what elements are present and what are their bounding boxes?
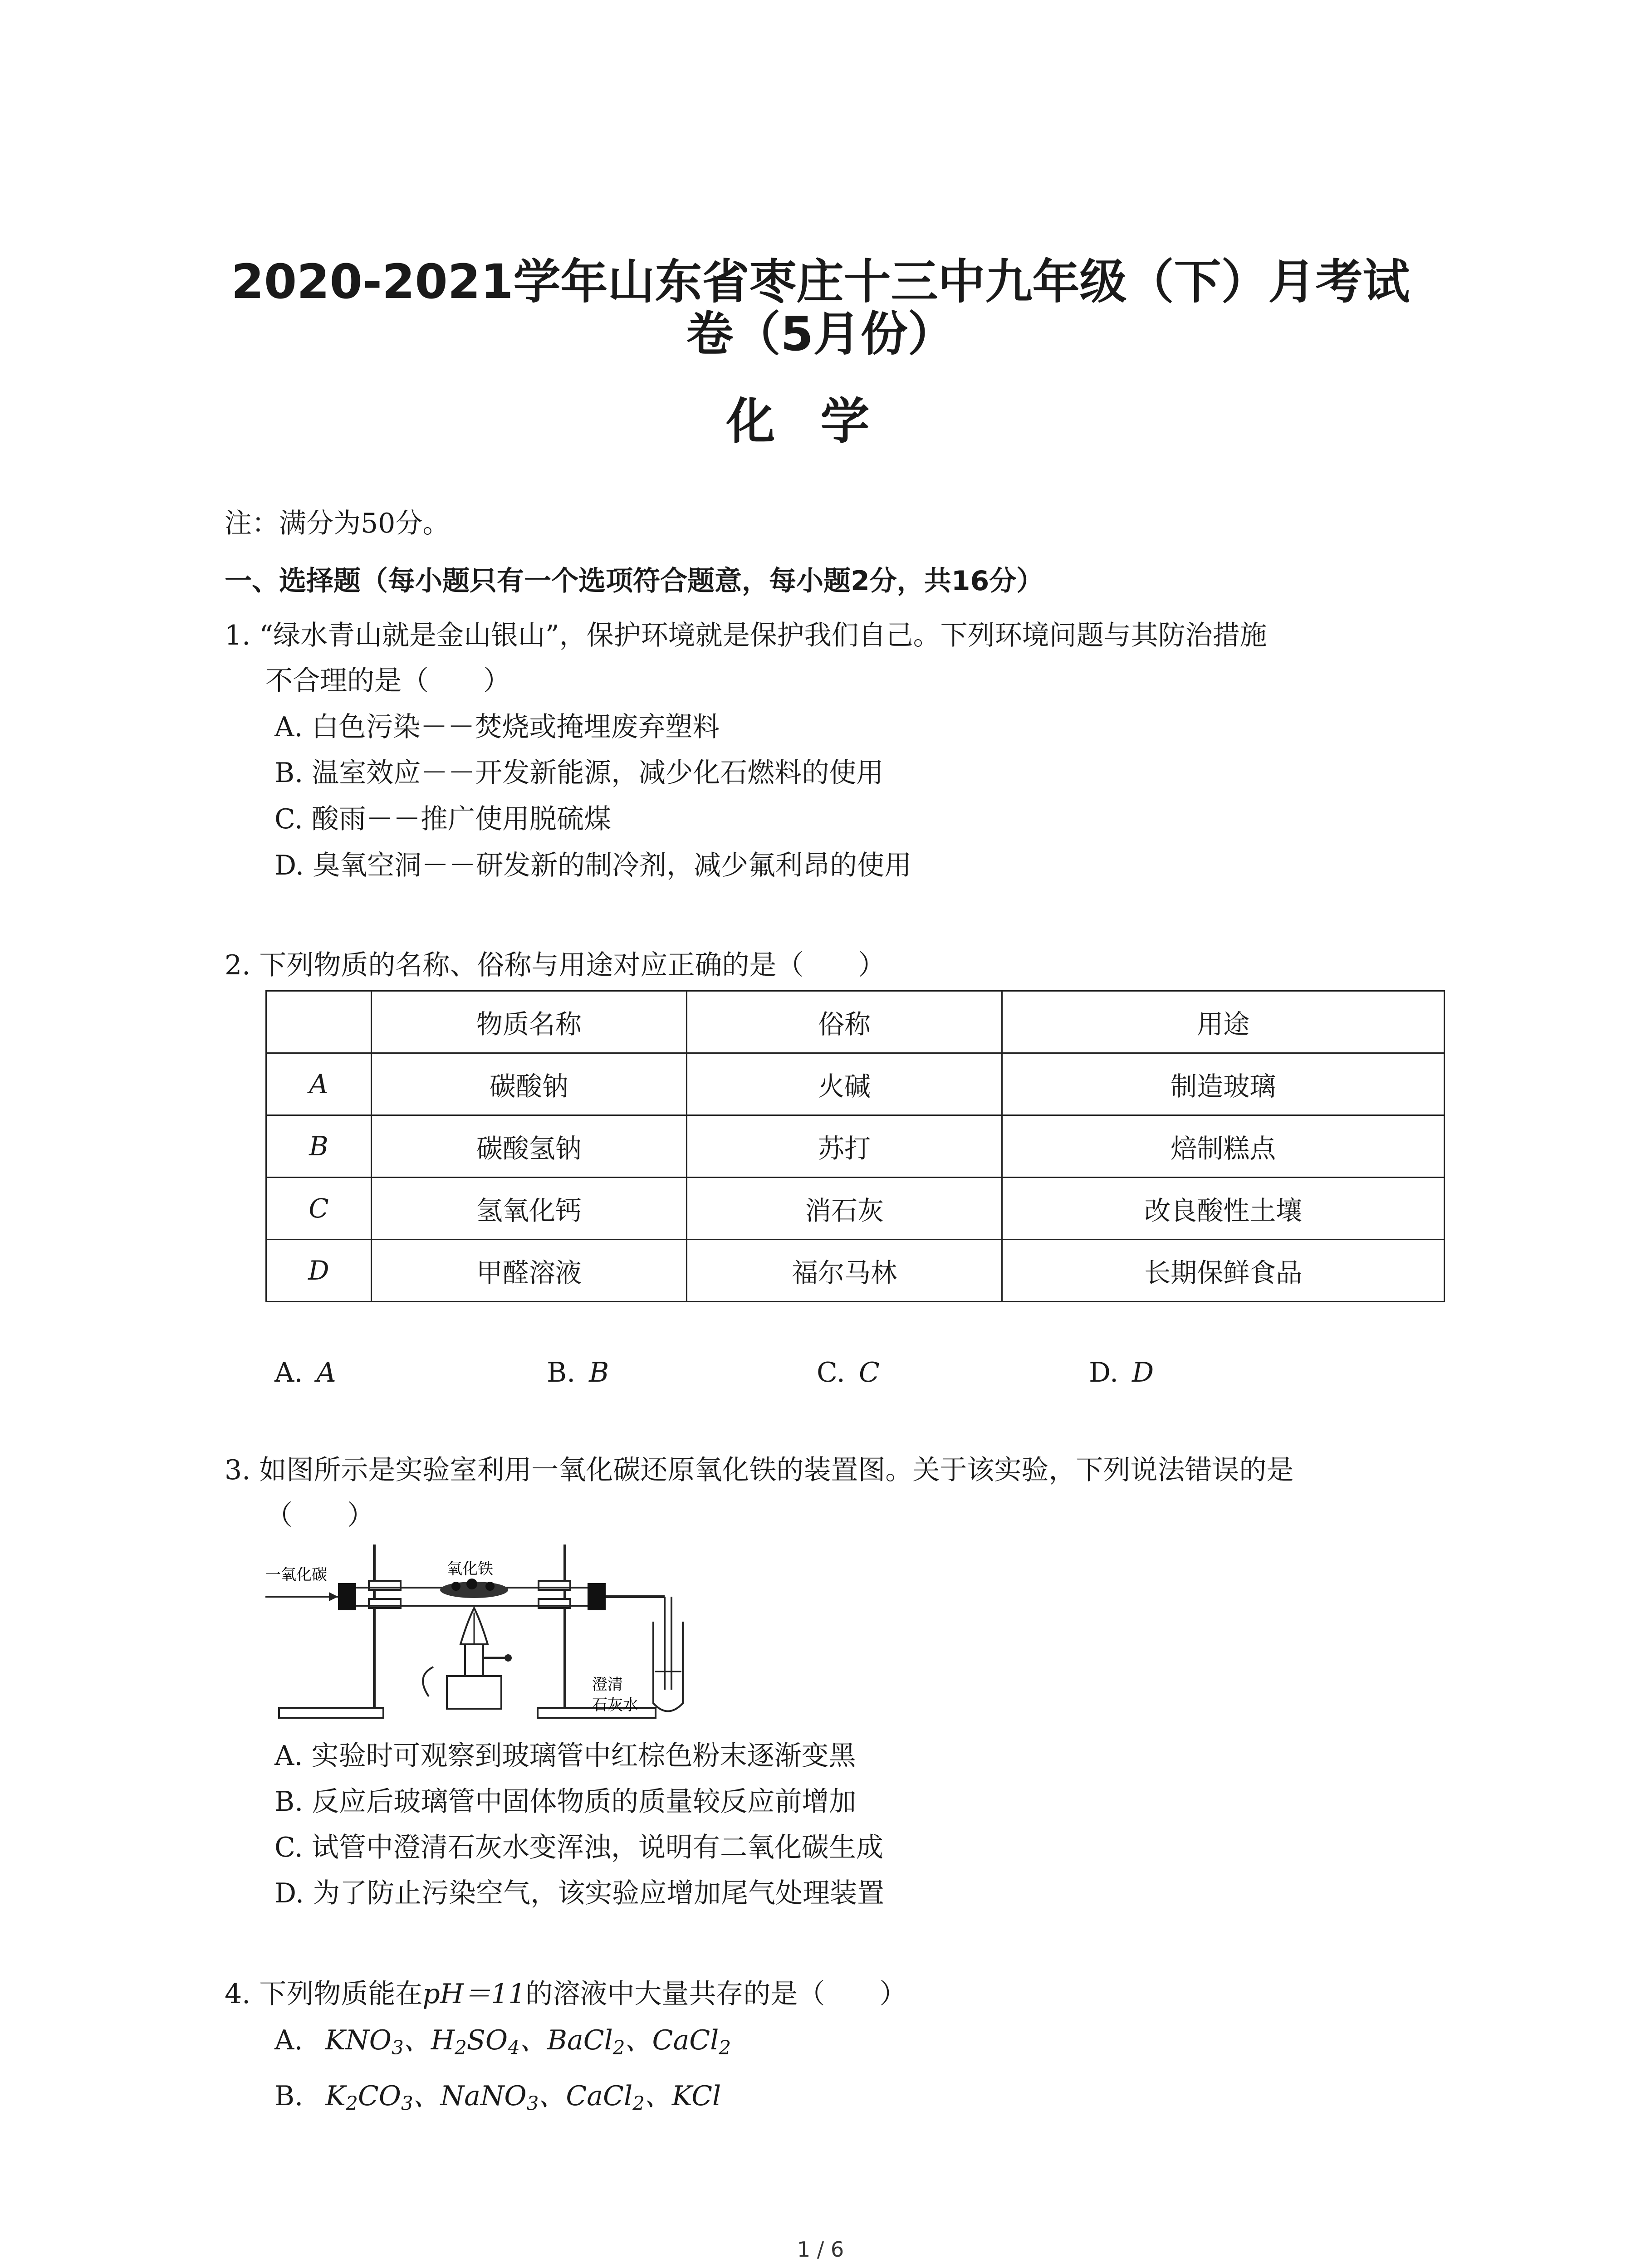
q4-stem-ph: pH＝11 bbox=[422, 1978, 526, 2010]
q2-option-c-value: C bbox=[858, 1357, 880, 1388]
score-note: 注：满分为50分。 bbox=[225, 508, 450, 539]
table-header-cell: 物质名称 bbox=[371, 991, 686, 1053]
page-number: 1 / 6 bbox=[797, 2237, 844, 2262]
q4-option-a bbox=[274, 2024, 731, 2064]
q4-stem bbox=[225, 1978, 906, 2010]
q2-option-b-label: B. bbox=[547, 1357, 576, 1388]
q3-option-a: A. 实验时可观察到玻璃管中红棕色粉末逐渐变黑 bbox=[274, 1740, 856, 1772]
table-row bbox=[266, 1053, 1445, 1115]
q1-option-d: D. 臭氧空洞－－研发新的制冷剂，减少氟利昂的使用 bbox=[274, 850, 912, 881]
section-heading: 一、选择题（每小题只有一个选项符合题意，每小题2分，共16分） bbox=[225, 565, 1044, 597]
table-cell: 消石灰 bbox=[686, 1178, 1002, 1240]
q1-option-a: A. 白色污染－－焚烧或掩埋废弃塑料 bbox=[274, 711, 720, 743]
q1-option-b: B. 温室效应－－开发新能源，减少化石燃料的使用 bbox=[274, 757, 884, 789]
table-cell: B bbox=[266, 1115, 372, 1178]
figure-label-iron-oxide: 氧化铁 bbox=[447, 1560, 493, 1578]
figure-label-limewater-2: 石灰水 bbox=[592, 1696, 638, 1714]
table-header-cell: 用途 bbox=[1002, 991, 1445, 1053]
q2-option-a bbox=[274, 1356, 336, 1389]
table-cell: 制造玻璃 bbox=[1002, 1053, 1445, 1115]
q2-option-b-value: B bbox=[589, 1357, 609, 1388]
table-header-cell bbox=[266, 991, 372, 1053]
table-cell: 碳酸钠 bbox=[371, 1053, 686, 1115]
q4-stem-prefix: 4. 下列物质能在 bbox=[225, 1978, 423, 2010]
table-cell: 甲醛溶液 bbox=[371, 1240, 686, 1302]
q1-option-c: C. 酸雨－－推广使用脱硫煤 bbox=[274, 803, 611, 835]
table-cell: 火碱 bbox=[686, 1053, 1002, 1115]
table-cell: 氢氧化钙 bbox=[371, 1178, 686, 1240]
table-cell: 碳酸氢钠 bbox=[371, 1115, 686, 1178]
q1-stem-line2: 不合理的是（ ） bbox=[265, 665, 510, 697]
q2-option-a-label: A. bbox=[274, 1357, 303, 1388]
table-header-row bbox=[266, 991, 1445, 1053]
q2-option-b bbox=[547, 1356, 609, 1389]
table-cell: 改良酸性土壤 bbox=[1002, 1178, 1445, 1240]
table-cell: 福尔马林 bbox=[686, 1240, 1002, 1302]
table-cell: 苏打 bbox=[686, 1115, 1002, 1178]
figure-label-co: 一氧化碳 bbox=[265, 1566, 327, 1584]
exam-title-line1: 2020-2021学年山东省枣庄十三中九年级（下）月考试 bbox=[231, 254, 1410, 309]
q2-table bbox=[265, 990, 1445, 1302]
q3-stem-line1: 3. 如图所示是实验室利用一氧化碳还原氧化铁的装置图。关于该实验，下列说法错误的是 bbox=[225, 1454, 1294, 1486]
table-header-cell: 俗称 bbox=[686, 991, 1002, 1053]
q4-option-b-formula: $K_2CO_3$、NaNO$_3$、CaCl$_2$、KCl bbox=[325, 2080, 721, 2115]
q4-option-a-label: A. bbox=[274, 2024, 303, 2056]
q3-option-d: D. 为了防止污染空气，该实验应增加尾气处理装置 bbox=[274, 1877, 885, 1909]
q3-option-c: C. 试管中澄清石灰水变浑浊，说明有二氧化碳生成 bbox=[274, 1832, 883, 1863]
table-cell: 长期保鲜食品 bbox=[1002, 1240, 1445, 1302]
q2-option-d bbox=[1089, 1356, 1154, 1389]
table-cell: C bbox=[266, 1178, 372, 1240]
table-cell: D bbox=[266, 1240, 372, 1302]
table-cell: A bbox=[266, 1053, 372, 1115]
q2-option-c-label: C. bbox=[817, 1357, 845, 1388]
q2-stem: 2. 下列物质的名称、俗称与用途对应正确的是（ ） bbox=[225, 949, 886, 981]
q2-option-a-value: A bbox=[316, 1357, 336, 1388]
table-cell: 焙制糕点 bbox=[1002, 1115, 1445, 1178]
q3-option-b: B. 反应后玻璃管中固体物质的质量较反应前增加 bbox=[274, 1786, 857, 1818]
q2-option-c bbox=[817, 1356, 880, 1389]
q4-option-b-label: B. bbox=[274, 2080, 304, 2112]
q4-stem-suffix: 的溶液中大量共存的是（ ） bbox=[525, 1978, 907, 2010]
table-row bbox=[266, 1178, 1445, 1240]
exam-title-line2: 卷（5月份） bbox=[686, 306, 955, 362]
subject-heading: 化学 bbox=[726, 393, 915, 450]
q2-option-d-label: D. bbox=[1089, 1357, 1119, 1388]
table-row bbox=[266, 1240, 1445, 1302]
co-reduction-apparatus-figure bbox=[265, 1540, 701, 1730]
table-row bbox=[266, 1115, 1445, 1178]
q3-stem-line2: （ ） bbox=[265, 1500, 374, 1531]
q4-option-a-formula: $KNO_3$、$H_2SO_4$、BaCl$_2$、CaCl$_2$ bbox=[325, 2024, 731, 2059]
q2-option-d-value: D bbox=[1132, 1357, 1154, 1388]
q4-option-b bbox=[274, 2080, 721, 2120]
figure-label-limewater-1: 澄清 bbox=[592, 1676, 623, 1694]
q1-stem-line1: 1. “绿水青山就是金山银山”，保护环境就是保护我们自己。下列环境问题与其防治措施 bbox=[225, 620, 1267, 651]
